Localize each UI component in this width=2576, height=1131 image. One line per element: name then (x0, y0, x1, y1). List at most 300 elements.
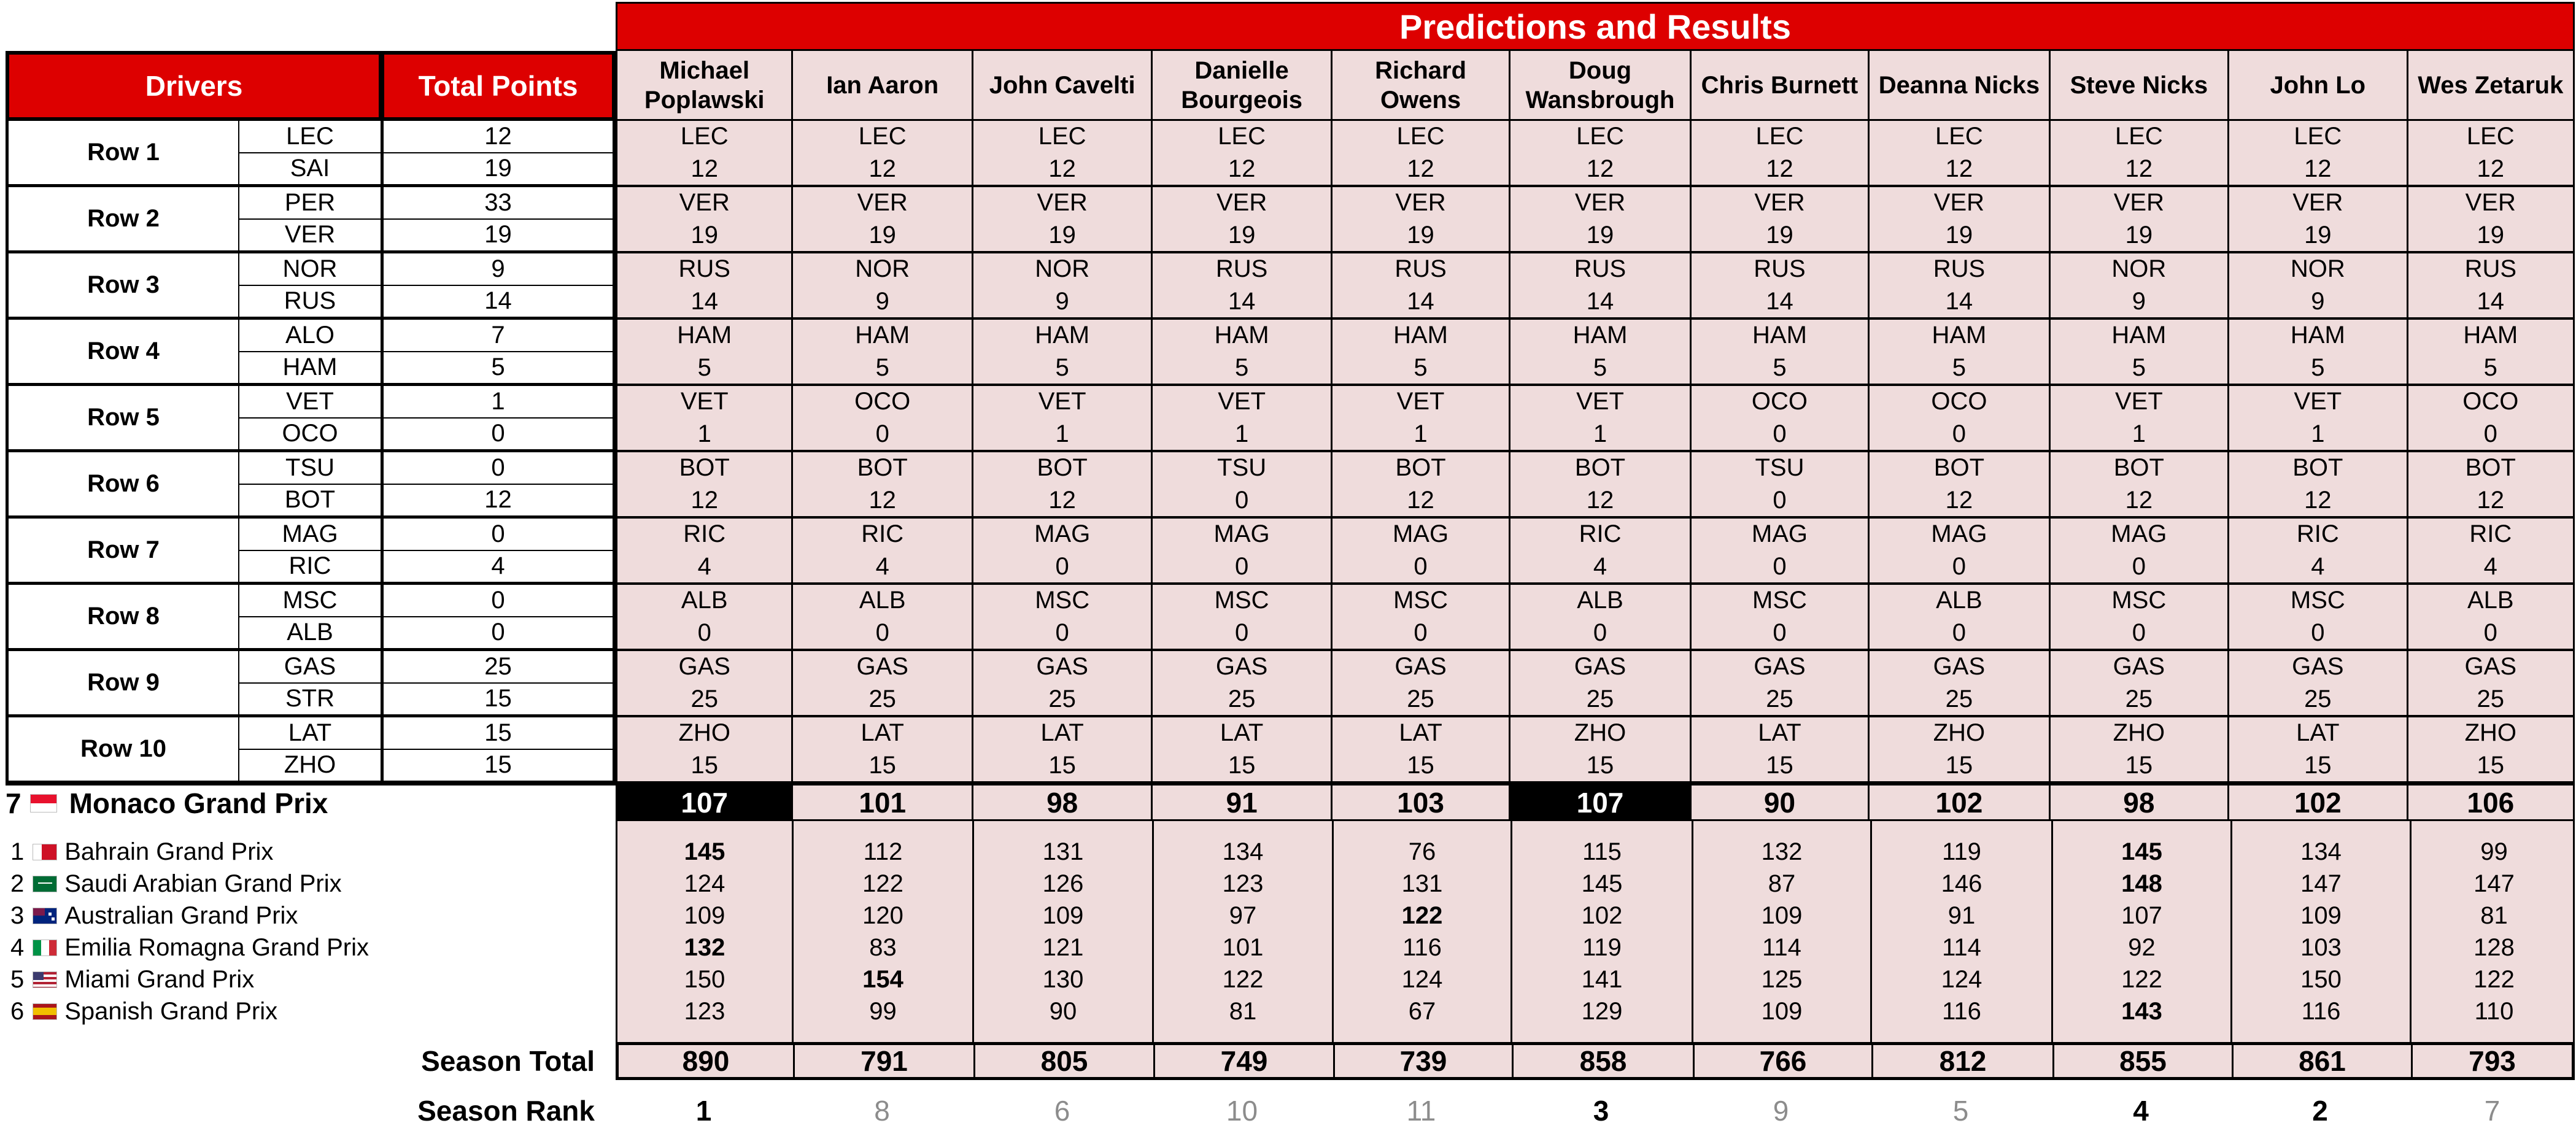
season-rank-value: 9 (1773, 1095, 1789, 1127)
prediction-cell (2229, 519, 2408, 582)
predicted-driver: RUS (678, 255, 730, 282)
predicted-driver: ZHO (1574, 719, 1626, 746)
predicted-driver: HAM (1035, 322, 1090, 349)
predicted-driver: LEC (680, 123, 729, 150)
prediction-cell (1153, 519, 1332, 582)
predicted-points: 25 (1945, 685, 1973, 712)
italy-flag-icon (33, 940, 57, 956)
prediction-cell (617, 519, 793, 582)
prediction-cell (1510, 717, 1691, 781)
prediction-cell (617, 386, 793, 450)
prediction-cell (2229, 452, 2408, 516)
race-score: 109 (1042, 901, 1084, 929)
predicted-points: 5 (1055, 354, 1069, 381)
race-number: 1 (10, 838, 25, 865)
prediction-cell (617, 121, 793, 185)
driver-points (384, 386, 613, 449)
race-number: 5 (10, 965, 25, 993)
score-column (1334, 821, 1512, 1042)
predicted-points: 12 (1945, 487, 1973, 514)
predicted-driver: LEC (1935, 123, 1983, 150)
prediction-cell (1692, 253, 1870, 317)
prediction-cell (2408, 585, 2573, 649)
predicted-points: 12 (2477, 155, 2505, 182)
prediction-cell (1692, 452, 1870, 516)
predicted-points: 25 (1586, 685, 1614, 712)
race-score: 103 (2300, 933, 2342, 961)
predicted-points: 0 (1234, 553, 1249, 580)
prediction-row (617, 320, 2573, 386)
predictor-name: Deanna Nicks (1870, 51, 2050, 119)
driver-points-value: 7 (384, 320, 613, 352)
current-race-scores (616, 786, 2575, 821)
driver-code: VER (284, 221, 336, 249)
predicted-points: 5 (1414, 354, 1428, 381)
predicted-points: 15 (1228, 752, 1256, 779)
predicted-points: 0 (2483, 619, 2497, 646)
race-label (10, 963, 254, 995)
prediction-cell (1870, 717, 2050, 781)
race-name: Saudi Arabian Grand Prix (64, 870, 342, 897)
predicted-points: 1 (1234, 420, 1249, 447)
predicted-driver: NOR (2290, 255, 2345, 282)
predicted-driver: LAT (1220, 719, 1264, 746)
predicted-driver: GAS (856, 653, 908, 680)
race-score: 97 (1229, 901, 1257, 929)
season-total-value: 805 (975, 1045, 1155, 1077)
predicted-driver: BOT (2465, 454, 2516, 481)
predicted-points: 12 (1586, 155, 1614, 182)
race-score: 134 (2300, 838, 2342, 865)
season-total-value: 812 (1873, 1045, 2054, 1077)
prediction-cell (973, 386, 1153, 450)
driver-points (384, 519, 613, 582)
season-total-value: 766 (1695, 1045, 1873, 1077)
race-number: 6 (10, 997, 25, 1025)
race-score: 109 (684, 901, 725, 929)
driver-code: TSU (239, 452, 381, 485)
predicted-driver: VET (1218, 388, 1266, 415)
predicted-driver: HAM (1393, 322, 1448, 349)
race-score: 67 (1408, 997, 1436, 1025)
current-race-label (6, 786, 616, 821)
predicted-points: 14 (1228, 288, 1256, 315)
prediction-cell (973, 651, 1153, 715)
predicted-driver: LEC (2466, 123, 2515, 150)
race-score: 146 (1941, 870, 1982, 897)
race-score: 101 (1222, 933, 1264, 961)
predicted-points: 0 (1593, 619, 1607, 646)
predicted-driver: RIC (861, 520, 904, 547)
season-rank-value: 1 (695, 1095, 712, 1127)
predictor-name: Michael Poplawski (617, 51, 793, 119)
driver-codes (239, 452, 384, 515)
prediction-cell (973, 187, 1153, 251)
predicted-points: 14 (2477, 288, 2505, 315)
score-column (2412, 821, 2576, 1042)
race-score: 116 (1402, 933, 1442, 961)
prediction-cell (2051, 121, 2229, 185)
prediction-cell (1510, 253, 1691, 317)
predicted-points: 25 (1766, 685, 1793, 712)
driver-codes (239, 253, 384, 317)
predicted-driver: HAM (677, 322, 732, 349)
predicted-driver: MSC (1752, 587, 1807, 614)
race-score: 99 (869, 997, 897, 1025)
driver-code: STR (285, 685, 335, 712)
predicted-points: 0 (1773, 619, 1787, 646)
prediction-cell (1510, 187, 1691, 251)
race-score: 150 (684, 965, 725, 993)
predicted-driver: VER (2465, 189, 2516, 216)
predicted-points: 15 (1945, 752, 1973, 779)
prediction-cell (2408, 519, 2573, 582)
prediction-cell (1510, 452, 1691, 516)
predicted-points: 19 (690, 222, 718, 249)
predicted-driver: RUS (1394, 255, 1447, 282)
predicted-driver: RUS (2464, 255, 2517, 282)
predicted-points: 0 (1414, 619, 1428, 646)
driver-points-value: 15 (484, 751, 512, 779)
driver-points-value: 5 (491, 353, 505, 381)
predicted-driver: GAS (2113, 653, 2165, 680)
predicted-points: 15 (2477, 752, 2505, 779)
driver-points-value: 1 (384, 386, 613, 419)
prediction-cell (1692, 320, 1870, 384)
prediction-cell (1510, 519, 1691, 582)
score-column (1154, 821, 1334, 1042)
prediction-cell (793, 253, 973, 317)
banner-title: Predictions and Results (1399, 7, 1791, 46)
predicted-points: 19 (2304, 222, 2332, 249)
season-total-text: Season Total (421, 1045, 595, 1077)
predicted-driver: LAT (1758, 719, 1801, 746)
prediction-cell (973, 717, 1153, 781)
predicted-driver: ALB (2467, 587, 2514, 614)
current-race-score: 90 (1692, 786, 1870, 819)
predicted-driver: NOR (2111, 255, 2167, 282)
prediction-cell (2408, 121, 2573, 185)
prediction-cell (2408, 651, 2573, 715)
driver-codes (239, 386, 384, 449)
current-race-score: 91 (1153, 786, 1332, 819)
driver-points-value: 15 (484, 685, 512, 712)
predicted-driver: GAS (1215, 653, 1268, 680)
score-column (1512, 821, 1693, 1042)
predicted-points: 4 (2483, 553, 2497, 580)
driver-code: SAI (290, 155, 330, 182)
predicted-points: 5 (2483, 354, 2497, 381)
predicted-points: 15 (868, 752, 896, 779)
predicted-driver: BOT (2113, 454, 2164, 481)
row-label: Row 2 (9, 187, 239, 250)
predicted-points: 25 (2304, 685, 2332, 712)
predicted-points: 25 (1048, 685, 1076, 712)
predicted-points: 0 (1234, 487, 1249, 514)
predicted-points: 0 (1234, 619, 1249, 646)
score-column (2053, 821, 2232, 1042)
row-label: Row 7 (9, 519, 239, 582)
prediction-cell (1510, 585, 1691, 649)
race-score: 91 (1947, 901, 1976, 929)
driver-codes (239, 320, 384, 383)
season-rank-value: 4 (2133, 1095, 2149, 1127)
prediction-cell (2229, 320, 2408, 384)
prediction-cell (1332, 253, 1510, 317)
predicted-driver: RUS (1574, 255, 1626, 282)
driver-points-value: 15 (384, 717, 613, 750)
predicted-points: 0 (2132, 619, 2146, 646)
prediction-cell (793, 320, 973, 384)
driver-points (384, 651, 613, 714)
predictor-header-row (616, 51, 2575, 121)
predicted-points: 12 (2125, 487, 2153, 514)
prediction-cell (973, 253, 1153, 317)
prediction-cell (973, 519, 1153, 582)
prediction-cell (2051, 585, 2229, 649)
predicted-driver: BOT (1037, 454, 1088, 481)
prediction-cell (1870, 386, 2050, 450)
prediction-cell (793, 519, 973, 582)
predicted-points: 15 (1407, 752, 1434, 779)
prediction-cell (1692, 187, 1870, 251)
predicted-driver: LEC (1396, 123, 1445, 150)
row-label: Row 5 (9, 386, 239, 449)
driver-points-value: 0 (384, 452, 613, 485)
predicted-driver: LAT (1040, 719, 1084, 746)
predicted-driver: ALB (681, 587, 728, 614)
predicted-driver: LEC (2294, 123, 2342, 150)
prediction-cell (793, 386, 973, 450)
predicted-points: 0 (1952, 619, 1967, 646)
predicted-points: 12 (1586, 487, 1614, 514)
prediction-cell (2408, 717, 2573, 781)
driver-code: VET (239, 386, 381, 419)
predicted-driver: MAG (1931, 520, 1987, 547)
prediction-row (617, 519, 2573, 585)
predicted-points: 12 (1048, 155, 1076, 182)
predicted-driver: MAG (1392, 520, 1449, 547)
drivers-table (6, 121, 616, 786)
row-label: Row 6 (9, 452, 239, 515)
driver-row (9, 585, 613, 651)
race-score: 132 (1761, 838, 1803, 865)
prediction-cell (1692, 717, 1870, 781)
saudi-flag-icon (33, 876, 57, 892)
driver-row (9, 651, 613, 717)
predicted-driver: RUS (1933, 255, 1986, 282)
race-label (10, 932, 369, 963)
driver-points-value: 12 (484, 486, 512, 514)
predicted-points: 12 (1407, 155, 1434, 182)
prediction-cell (617, 452, 793, 516)
score-column (2232, 821, 2412, 1042)
predicted-driver: GAS (1933, 653, 1986, 680)
current-race-score: 101 (793, 786, 973, 819)
prediction-cell (1332, 519, 1510, 582)
race-label (10, 995, 277, 1027)
prediction-cell (1153, 585, 1332, 649)
prediction-row (617, 651, 2573, 717)
predicted-points: 25 (2477, 685, 2505, 712)
race-label (10, 836, 273, 868)
predicted-points: 19 (2125, 222, 2153, 249)
race-score: 154 (862, 965, 903, 993)
prediction-cell (793, 717, 973, 781)
row-label: Row 9 (9, 651, 239, 714)
prediction-cell (2051, 187, 2229, 251)
row-label: Row 1 (9, 121, 239, 184)
prediction-cell (1692, 585, 1870, 649)
prediction-cell (1510, 386, 1691, 450)
prediction-cell (2051, 386, 2229, 450)
predicted-driver: BOT (2292, 454, 2343, 481)
prediction-row (617, 386, 2573, 452)
race-score: 119 (1582, 933, 1622, 961)
current-race-score: 102 (1870, 786, 2050, 819)
current-race-score: 106 (2467, 786, 2515, 819)
driver-code: MAG (239, 519, 381, 551)
prediction-cell (2408, 320, 2573, 384)
driver-points-value: 19 (484, 221, 512, 249)
prediction-cell (2408, 386, 2573, 450)
race-score: 122 (2474, 965, 2515, 993)
predicted-driver: RUS (1754, 255, 1806, 282)
race-score: 83 (869, 933, 897, 961)
season-total-value: 858 (1514, 1045, 1695, 1077)
predictions-banner (616, 2, 2575, 51)
race-score: 90 (1049, 997, 1077, 1025)
predicted-driver: MSC (2290, 587, 2345, 614)
race-score: 109 (1761, 901, 1803, 929)
monaco-flag-icon (30, 794, 57, 813)
predicted-driver: BOT (1395, 454, 1446, 481)
predicted-points: 0 (2311, 619, 2325, 646)
predicted-driver: BOT (679, 454, 730, 481)
prediction-cell (2229, 253, 2408, 317)
race-score: 122 (862, 870, 903, 897)
prediction-cell (1870, 253, 2050, 317)
driver-code: ZHO (284, 751, 336, 779)
predicted-points: 0 (1773, 553, 1787, 580)
race-score: 122 (1401, 901, 1443, 929)
season-total-value: 749 (1155, 1045, 1335, 1077)
prediction-cell (1332, 452, 1510, 516)
prediction-cell (2229, 651, 2408, 715)
race-score: 92 (2128, 933, 2156, 961)
predicted-driver: NOR (1035, 255, 1090, 282)
predicted-driver: RUS (1215, 255, 1268, 282)
season-rank-value: 3 (1593, 1095, 1609, 1127)
driver-code: HAM (282, 353, 338, 381)
predicted-driver: VET (680, 388, 729, 415)
prediction-row (617, 121, 2573, 187)
predicted-points: 0 (1773, 420, 1787, 447)
driver-row (9, 519, 613, 585)
predicted-points: 12 (1407, 487, 1434, 514)
prediction-cell (2408, 452, 2573, 516)
season-rank-label (6, 1092, 595, 1129)
race-score: 119 (1942, 838, 1981, 865)
current-race-score: 107 (617, 786, 793, 819)
prediction-cell (2229, 187, 2408, 251)
predicted-driver: LEC (2114, 123, 2163, 150)
driver-points-value: 0 (491, 420, 505, 447)
previous-races-scores (616, 821, 2575, 1042)
prediction-cell (793, 452, 973, 516)
prediction-cell (1870, 121, 2050, 185)
predicted-driver: ZHO (2113, 719, 2165, 746)
prediction-cell (1153, 386, 1332, 450)
predicted-points: 1 (697, 420, 711, 447)
driver-points-value: 4 (491, 552, 505, 580)
predicted-points: 12 (2477, 487, 2505, 514)
predicted-points: 9 (1055, 288, 1069, 315)
prediction-cell (1870, 187, 2050, 251)
predicted-driver: MAG (2111, 520, 2167, 547)
predicted-points: 12 (690, 487, 718, 514)
predicted-driver: VER (679, 189, 730, 216)
predicted-points: 4 (2311, 553, 2325, 580)
predicted-driver: HAM (1214, 322, 1269, 349)
race-score: 109 (2300, 901, 2342, 929)
season-rank-value: 2 (2312, 1095, 2328, 1127)
predictor-name: Wes Zetaruk (2418, 71, 2564, 99)
predicted-driver: ALB (1936, 587, 1982, 614)
race-score: 150 (2300, 965, 2342, 993)
predicted-driver: LAT (1399, 719, 1442, 746)
predicted-points: 14 (1586, 288, 1614, 315)
race-number: 3 (10, 901, 25, 929)
prediction-cell (2229, 386, 2408, 450)
predicted-points: 12 (1228, 155, 1256, 182)
predicted-points: 0 (1773, 487, 1787, 514)
driver-points-value: 25 (384, 651, 613, 684)
predicted-points: 0 (1414, 553, 1428, 580)
driver-row (9, 187, 613, 253)
predicted-points: 5 (1593, 354, 1607, 381)
prediction-cell (1332, 320, 1510, 384)
race-score: 114 (1942, 933, 1981, 961)
predicted-points: 0 (875, 420, 889, 447)
driver-row (9, 320, 613, 386)
predicted-points: 0 (1952, 553, 1967, 580)
predicted-driver: OCO (2462, 388, 2519, 415)
prediction-cell (793, 121, 973, 185)
predicted-points: 25 (2125, 685, 2153, 712)
race-score: 129 (1581, 997, 1623, 1025)
current-race-name: Monaco Grand Prix (69, 787, 328, 819)
season-total-value: 791 (795, 1045, 975, 1077)
predicted-points: 5 (1952, 354, 1967, 381)
total-points-header-label: Total Points (418, 70, 578, 102)
prediction-cell (1153, 253, 1332, 317)
predictor-name: Chris Burnett (1692, 51, 1870, 119)
race-score: 122 (1222, 965, 1264, 993)
predicted-points: 5 (2311, 354, 2325, 381)
prediction-cell (1332, 717, 1510, 781)
prediction-cell (1332, 386, 1510, 450)
predicted-driver: TSU (1755, 454, 1804, 481)
predicted-points: 12 (2304, 487, 2332, 514)
australia-flag-icon (33, 908, 57, 924)
predicted-driver: VER (1574, 189, 1626, 216)
driver-points (384, 253, 613, 317)
predicted-points: 15 (2304, 752, 2332, 779)
predicted-driver: LEC (1038, 123, 1086, 150)
driver-codes (239, 717, 384, 781)
current-race-score: 102 (2229, 786, 2408, 819)
